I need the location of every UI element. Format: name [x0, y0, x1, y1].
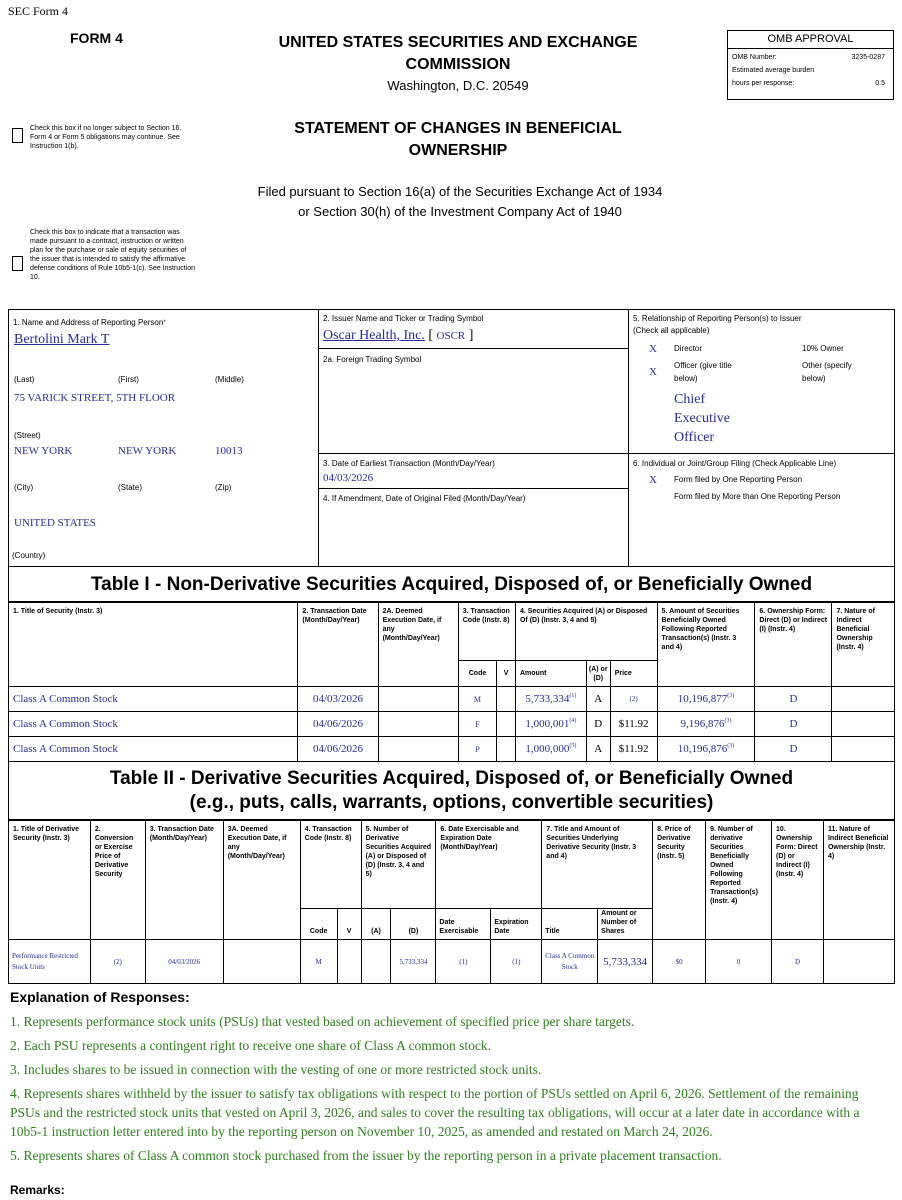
- agency-name: [190, 32, 726, 76]
- city-label: (City): [14, 483, 34, 492]
- table1: [8, 602, 895, 762]
- t2-row-amount: 5,733,334: [598, 940, 653, 984]
- table2-title-bar: [8, 762, 895, 820]
- director-label: Director: [674, 344, 703, 353]
- omb-title: OMB APPROVAL: [728, 31, 893, 49]
- t2-header-nature: 11. Nature of Indirect Beneficial Ownership (Instr. 4): [823, 821, 894, 940]
- box1-label: 1. Name and Address of Reporting Person*: [13, 318, 166, 327]
- t2-header-deemed: 3A. Deemed Execution Date, if any (Month/Day/Year): [223, 821, 300, 940]
- t1-row-form: D: [755, 687, 832, 712]
- omb-number-value: 3235-0287: [851, 54, 885, 61]
- box5-label-2: (Check all applicable): [633, 326, 710, 335]
- t1-row-ad: A: [586, 737, 610, 762]
- reporting-person-name[interactable]: Bertolini Mark T: [14, 332, 110, 347]
- officer-title: Chief Executive Officer: [674, 392, 730, 445]
- t1-row-price: $11.92: [610, 737, 657, 762]
- rule10b5-checkbox[interactable]: [12, 256, 23, 271]
- issuer-name-link[interactable]: Oscar Health, Inc.: [323, 328, 425, 343]
- ten-pct-owner-label: 10% Owner: [802, 344, 844, 353]
- one-person-check[interactable]: X: [649, 474, 657, 486]
- table2-title: [9, 762, 894, 815]
- form-title: FORM 4: [70, 30, 123, 46]
- t1-row-code: M: [458, 687, 497, 712]
- explanation-title: Explanation of Responses:: [10, 989, 190, 1005]
- t2-sub-amount: Amount or Number of Shares: [598, 909, 653, 940]
- t1-row-date: 04/06/2026: [298, 737, 378, 762]
- t1-sub-aord: (A) or (D): [586, 661, 610, 687]
- foreign-symbol-label: 2a. Foreign Trading Symbol: [323, 355, 422, 364]
- t1-header-amount-owned: 5. Amount of Securities Beneficially Owned Following Reported Transaction(s) (Instr. 3 and 4): [657, 603, 755, 687]
- t1-row-code: P: [458, 737, 497, 762]
- statement-title: [190, 118, 726, 162]
- t1-header-title: 1. Title of Security (Instr. 3): [9, 603, 298, 687]
- t1-row-title: Class A Common Stock: [9, 687, 298, 712]
- director-check[interactable]: X: [649, 343, 657, 355]
- t1-header-deemed: 2A. Deemed Execution Date, if any (Month/Day/Year): [378, 603, 458, 687]
- t1-sub-price: Price: [610, 661, 657, 687]
- statement-line-1: STATEMENT OF CHANGES IN BENEFICIAL: [294, 120, 622, 137]
- t2-header-code: 4. Transaction Code (Instr. 8): [300, 821, 361, 909]
- street-value: 75 VARICK STREET, 5TH FLOOR: [14, 392, 176, 404]
- t1-row-date: 04/06/2026: [298, 712, 378, 737]
- last-label: (Last): [14, 375, 35, 384]
- table2: [8, 820, 895, 984]
- table1-title-bar: [8, 567, 895, 602]
- t1-row-title: Class A Common Stock: [9, 712, 298, 737]
- t1-header-ownership: 6. Ownership Form: Direct (D) or Indirect (I) (Instr. 4): [755, 603, 832, 687]
- t1-header-securities: 4. Securities Acquired (A) or Disposed Of (D) (Instr. 3, 4 and 5): [515, 603, 657, 661]
- t1-row-owned: 9,196,876$^{(3)}$: [657, 712, 755, 737]
- footnote-2: 2. Each PSU represents a contingent right to receive one share of Class A common stock.: [10, 1038, 492, 1053]
- agency-line-1: UNITED STATES SECURITIES AND EXCHANGE: [278, 34, 638, 51]
- box2-label: 2. Issuer Name and Ticker or Trading Symbol: [323, 314, 484, 323]
- t2-header-date: 3. Transaction Date (Month/Day/Year): [145, 821, 223, 940]
- one-person-label: Form filed by One Reporting Person: [674, 475, 803, 484]
- t1-row-amount: 1,000,000$^{(5)}$: [515, 737, 586, 762]
- agency-location: Washington, D.C. 20549: [387, 78, 529, 93]
- city-value: NEW YORK: [14, 445, 73, 457]
- state-value: NEW YORK: [118, 445, 177, 457]
- t2-sub-code: Code: [300, 909, 337, 940]
- t1-header-nature: 7. Nature of Indirect Beneficial Ownership (Instr. 4): [832, 603, 895, 687]
- t2-header-conversion: 2. Conversion or Exercise Price of Derivative Security: [90, 821, 145, 940]
- box5-label-1: 5. Relationship of Reporting Person(s) to Issuer: [633, 314, 802, 323]
- t1-header-code: 3. Transaction Code (Instr. 8): [458, 603, 515, 661]
- first-label: (First): [118, 375, 139, 384]
- earliest-transaction-date: 04/03/2026: [323, 472, 374, 484]
- t2-header-price: 8. Price of Derivative Security (Instr. 5): [653, 821, 706, 940]
- omb-burden-label-1: Estimated average burden: [732, 67, 815, 74]
- t1-row-amount: 5,733,334$^{(1)}$: [515, 687, 586, 712]
- t1-row-code: F: [458, 712, 497, 737]
- omb-burden-value: 0.5: [875, 80, 885, 87]
- t2-row-date: 04/03/2026: [145, 940, 223, 984]
- t2-row-code: M: [300, 940, 337, 984]
- omb-approval-box: [727, 30, 894, 100]
- t1-row-price: $11.92: [610, 712, 657, 737]
- t2-row-disposed: 5,733,334: [391, 940, 436, 984]
- t2-header-title: 1. Title of Derivative Security (Instr. 3): [9, 821, 91, 940]
- t2-sub-expiration: Expiration Date: [491, 909, 542, 940]
- agency-line-2: COMMISSION: [405, 56, 511, 73]
- footnote-5: 5. Represents shares of Class A common stock purchased from the issuer by the reporting person in a private placement transaction.: [10, 1148, 722, 1163]
- box3-label: 3. Date of Earliest Transaction (Month/Day/Year): [323, 459, 495, 468]
- t1-header-date: 2. Transaction Date (Month/Day/Year): [298, 603, 378, 687]
- footnote-1: 1. Represents performance stock units (PSUs) that vested based on achievement of specified price per share targets.: [10, 1014, 635, 1029]
- t2-header-underlying: 7. Title and Amount of Securities Underlying Derivative Security (Instr. 3 and 4): [542, 821, 653, 909]
- filed-line-2: or Section 30(h) of the Investment Company Act of 1940: [298, 204, 622, 219]
- omb-number-label: OMB Number:: [732, 54, 777, 61]
- t1-sub-amount: Amount: [515, 661, 586, 687]
- section16-checkbox[interactable]: [12, 128, 23, 143]
- zip-label: (Zip): [215, 483, 232, 492]
- table-row: [9, 687, 895, 712]
- t1-row-title: Class A Common Stock: [9, 737, 298, 762]
- t2-row-title: Performance Restricted Stock Units: [9, 940, 91, 984]
- officer-check[interactable]: X: [649, 366, 657, 378]
- table-row: [9, 737, 895, 762]
- t1-row-owned: 10,196,877$^{(3)}$: [657, 687, 755, 712]
- t2-row-expiration: (1): [491, 940, 542, 984]
- issuer-ticker: Oscar Health, Inc. [ OSCR ]: [323, 328, 474, 343]
- rule10b5-text: Check this box to indicate that a transaction was made pursuant to a contract, instruction or written plan for the purchase or sale of equity securities of the issuer that is intended to satisfy the affirmative defense conditions of Rule 10b5-1(c). See Instruction 10.: [30, 229, 195, 281]
- country-value: UNITED STATES: [14, 517, 96, 529]
- state-label: (State): [118, 483, 143, 492]
- t2-sub-exercisable: Date Exercisable: [436, 909, 491, 940]
- table-row: [9, 940, 895, 984]
- t2-row-form: D: [772, 940, 824, 984]
- box6-label: 6. Individual or Joint/Group Filing (Check Applicable Line): [633, 459, 837, 468]
- t1-row-ad: D: [586, 712, 610, 737]
- zip-value: 10013: [215, 445, 243, 457]
- filed-line-1: Filed pursuant to Section 16(a) of the Securities Exchange Act of 1934: [257, 184, 663, 199]
- country-label: (Country): [12, 551, 46, 560]
- table-row: [9, 712, 895, 737]
- t1-sub-code: Code: [458, 661, 497, 687]
- t2-row-conversion: (2): [90, 940, 145, 984]
- t2-row-exercisable: (1): [436, 940, 491, 984]
- t1-row-form: D: [755, 737, 832, 762]
- t2-sub-d: (D): [391, 909, 436, 940]
- t2-header-ownership: 10. Ownership Form: Direct (D) or Indirect (I) (Instr. 4): [772, 821, 824, 940]
- t1-row-date: 04/03/2026: [298, 687, 378, 712]
- t1-sub-v: V: [497, 661, 516, 687]
- box4-label: 4. If Amendment, Date of Original Filed (Month/Day/Year): [323, 494, 526, 503]
- t1-row-amount: 1,000,001$^{(4)}$: [515, 712, 586, 737]
- statement-line-2: OWNERSHIP: [408, 142, 508, 159]
- t2-header-number: 5. Number of Derivative Securities Acquired (A) or Disposed of (D) (Instr. 3, 4 and 5): [361, 821, 436, 909]
- sec-form-label: SEC Form 4: [8, 4, 69, 18]
- t2-sub-a: (A): [361, 909, 391, 940]
- t2-row-price: $0: [653, 940, 706, 984]
- t1-row-price: (2): [610, 687, 657, 712]
- filed-pursuant: [160, 182, 760, 222]
- t2-header-owned: 9. Number of derivative Securities Beneficially Owned Following Reported Transaction(s) (Instr. 4): [706, 821, 772, 940]
- t1-row-ad: A: [586, 687, 610, 712]
- section16-text: Check this box if no longer subject to Section 16. Form 4 or Form 5 obligations may continue. See Instruction 1(b).: [30, 125, 182, 150]
- more-persons-label: Form filed by More than One Reporting Person: [674, 492, 841, 501]
- remarks-label: Remarks:: [10, 1183, 65, 1197]
- other-label: Other (specify below): [802, 361, 852, 383]
- table2-title-line-1: Table II - Derivative Securities Acquired, Disposed of, or Beneficially Owned: [109, 768, 794, 789]
- t1-row-owned: 10,196,876$^{(3)}$: [657, 737, 755, 762]
- footnote-4: 4. Represents shares withheld by the issuer to satisfy tax obligations with respect to the portion of PSUs settled on April 6, 2026. Settlement of the remaining PSUs and the restricted stock units that vested on April 3, 2026, and sales to cover the resulting tax obligations, will occur at a later date in accordance with a 10b5-1 instruction letter entered into by the reporting person on November 10, 2025, as amended and restated on March 24, 2026.: [10, 1086, 860, 1139]
- omb-burden-label-2: hours per response:: [732, 80, 795, 87]
- t2-sub-title: Title: [542, 909, 598, 940]
- t2-row-underlying-title: Class A Common Stock: [542, 940, 598, 984]
- t2-row-owned: 0: [706, 940, 772, 984]
- t2-sub-v: V: [337, 909, 361, 940]
- table2-title-line-2: (e.g., puts, calls, warrants, options, convertible securities): [189, 792, 714, 813]
- explanation-notes: [10, 1012, 888, 1165]
- officer-label: Officer (give title below): [674, 361, 732, 383]
- street-label: (Street): [14, 431, 41, 440]
- middle-label: (Middle): [215, 375, 244, 384]
- footnote-3: 3. Includes shares to be issued in connection with the vesting of one or more restricted stock units.: [10, 1062, 542, 1077]
- ticker-symbol: OSCR: [436, 330, 466, 342]
- t2-header-exercisable: 6. Date Exercisable and Expiration Date (Month/Day/Year): [436, 821, 542, 909]
- table1-title: Table I - Non-Derivative Securities Acquired, Disposed of, or Beneficially Owned: [90, 574, 813, 595]
- t1-row-form: D: [755, 712, 832, 737]
